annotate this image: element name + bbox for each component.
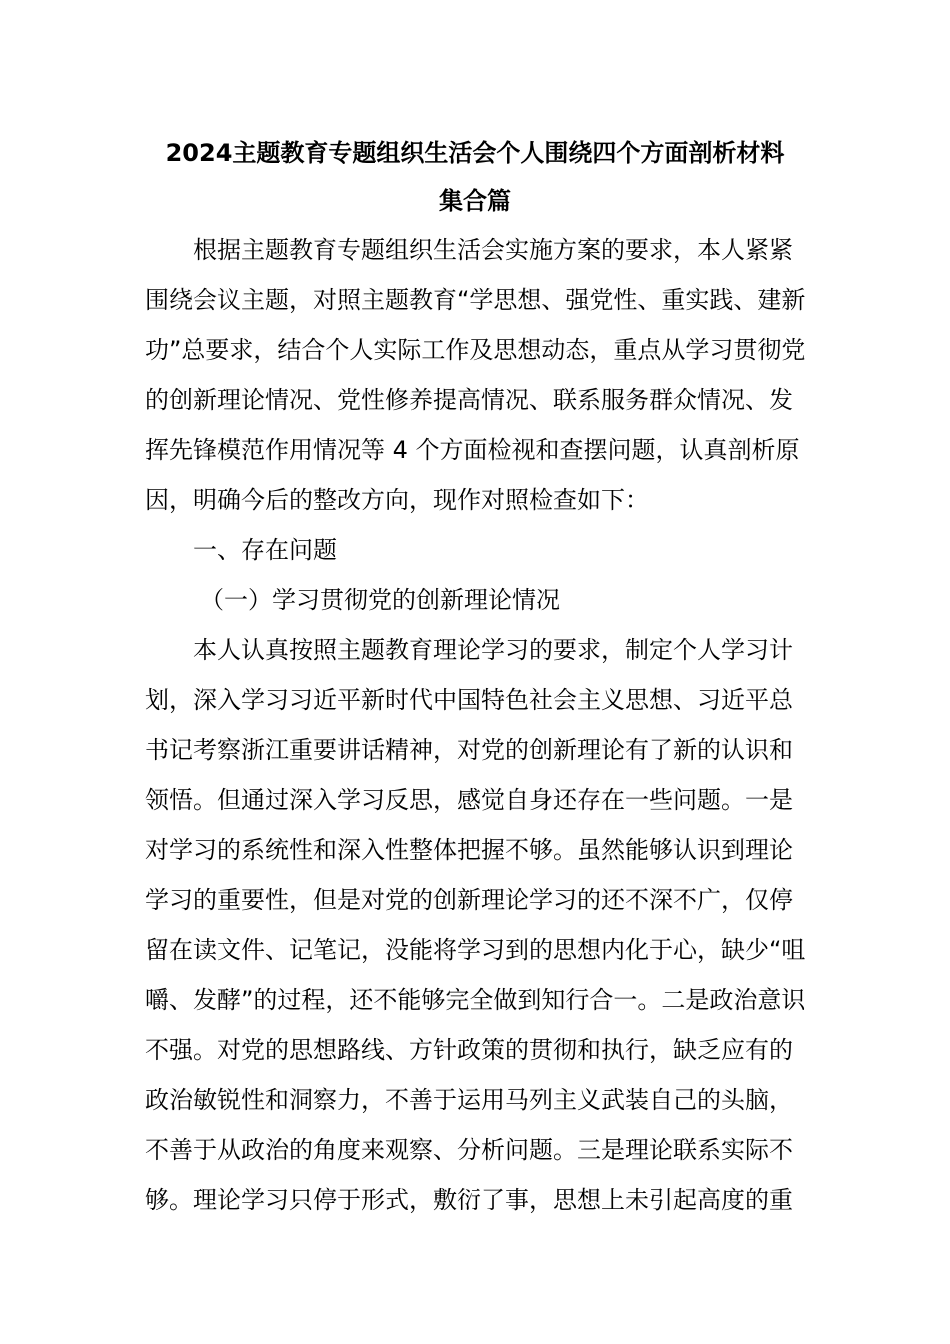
paragraph-2-line-1: 本人认真按照主题教育理论学习的要求，制定个人学习计: [193, 636, 793, 664]
subsection-heading: （一）学习贯彻党的创新理论情况: [200, 586, 560, 614]
paragraph-1-line-2: 围绕会议主题，对照主题教育“学思想、强党性、重实践、建新: [145, 286, 806, 314]
paragraph-1-line-6: 因，明确今后的整改方向，现作对照检查如下：: [145, 486, 649, 514]
paragraph-2-line-3: 书记考察浙江重要讲话精神，对党的创新理论有了新的认识和: [145, 736, 793, 764]
paragraph-2-line-10: 政治敏锐性和洞察力，不善于运用马列主义武装自己的头脑，: [145, 1086, 793, 1114]
paragraph-1-line-5: 挥先锋模范作用情况等 4 个方面检视和查摆问题，认真剖析原: [145, 436, 800, 464]
paragraph-1-line-4: 的创新理论情况、党性修养提高情况、联系服务群众情况、发: [145, 386, 793, 414]
paragraph-2-line-5: 对学习的系统性和深入性整体把握不够。虽然能够认识到理论: [145, 836, 793, 864]
document-title-line-1: 2024主题教育专题组织生活会个人围绕四个方面剖析材料: [165, 139, 785, 167]
section-heading: 一、存在问题: [193, 536, 337, 564]
document-title-line-2: 集合篇: [439, 187, 511, 215]
paragraph-1-line-3: 功”总要求，结合个人实际工作及思想动态，重点从学习贯彻党: [145, 336, 806, 364]
paragraph-2-line-6: 学习的重要性，但是对党的创新理论学习的还不深不广，仅停: [145, 886, 793, 914]
paragraph-2-line-7: 留在读文件、记笔记，没能将学习到的思想内化于心，缺少“咀: [145, 936, 806, 964]
paragraph-2-line-8: 嚼、发酵”的过程，还不能够完全做到知行合一。二是政治意识: [145, 986, 806, 1014]
paragraph-2-line-2: 划，深入学习习近平新时代中国特色社会主义思想、习近平总: [145, 686, 793, 714]
paragraph-2-line-12: 够。理论学习只停于形式，敷衍了事，思想上未引起高度的重: [145, 1186, 793, 1214]
paragraph-1-line-1: 根据主题教育专题组织生活会实施方案的要求，本人紧紧: [193, 236, 793, 264]
paragraph-2-line-4: 领悟。但通过深入学习反思，感觉自身还存在一些问题。一是: [145, 786, 793, 814]
paragraph-2-line-9: 不强。对党的思想路线、方针政策的贯彻和执行，缺乏应有的: [145, 1036, 793, 1064]
paragraph-2-line-11: 不善于从政治的角度来观察、分析问题。三是理论联系实际不: [145, 1136, 793, 1164]
